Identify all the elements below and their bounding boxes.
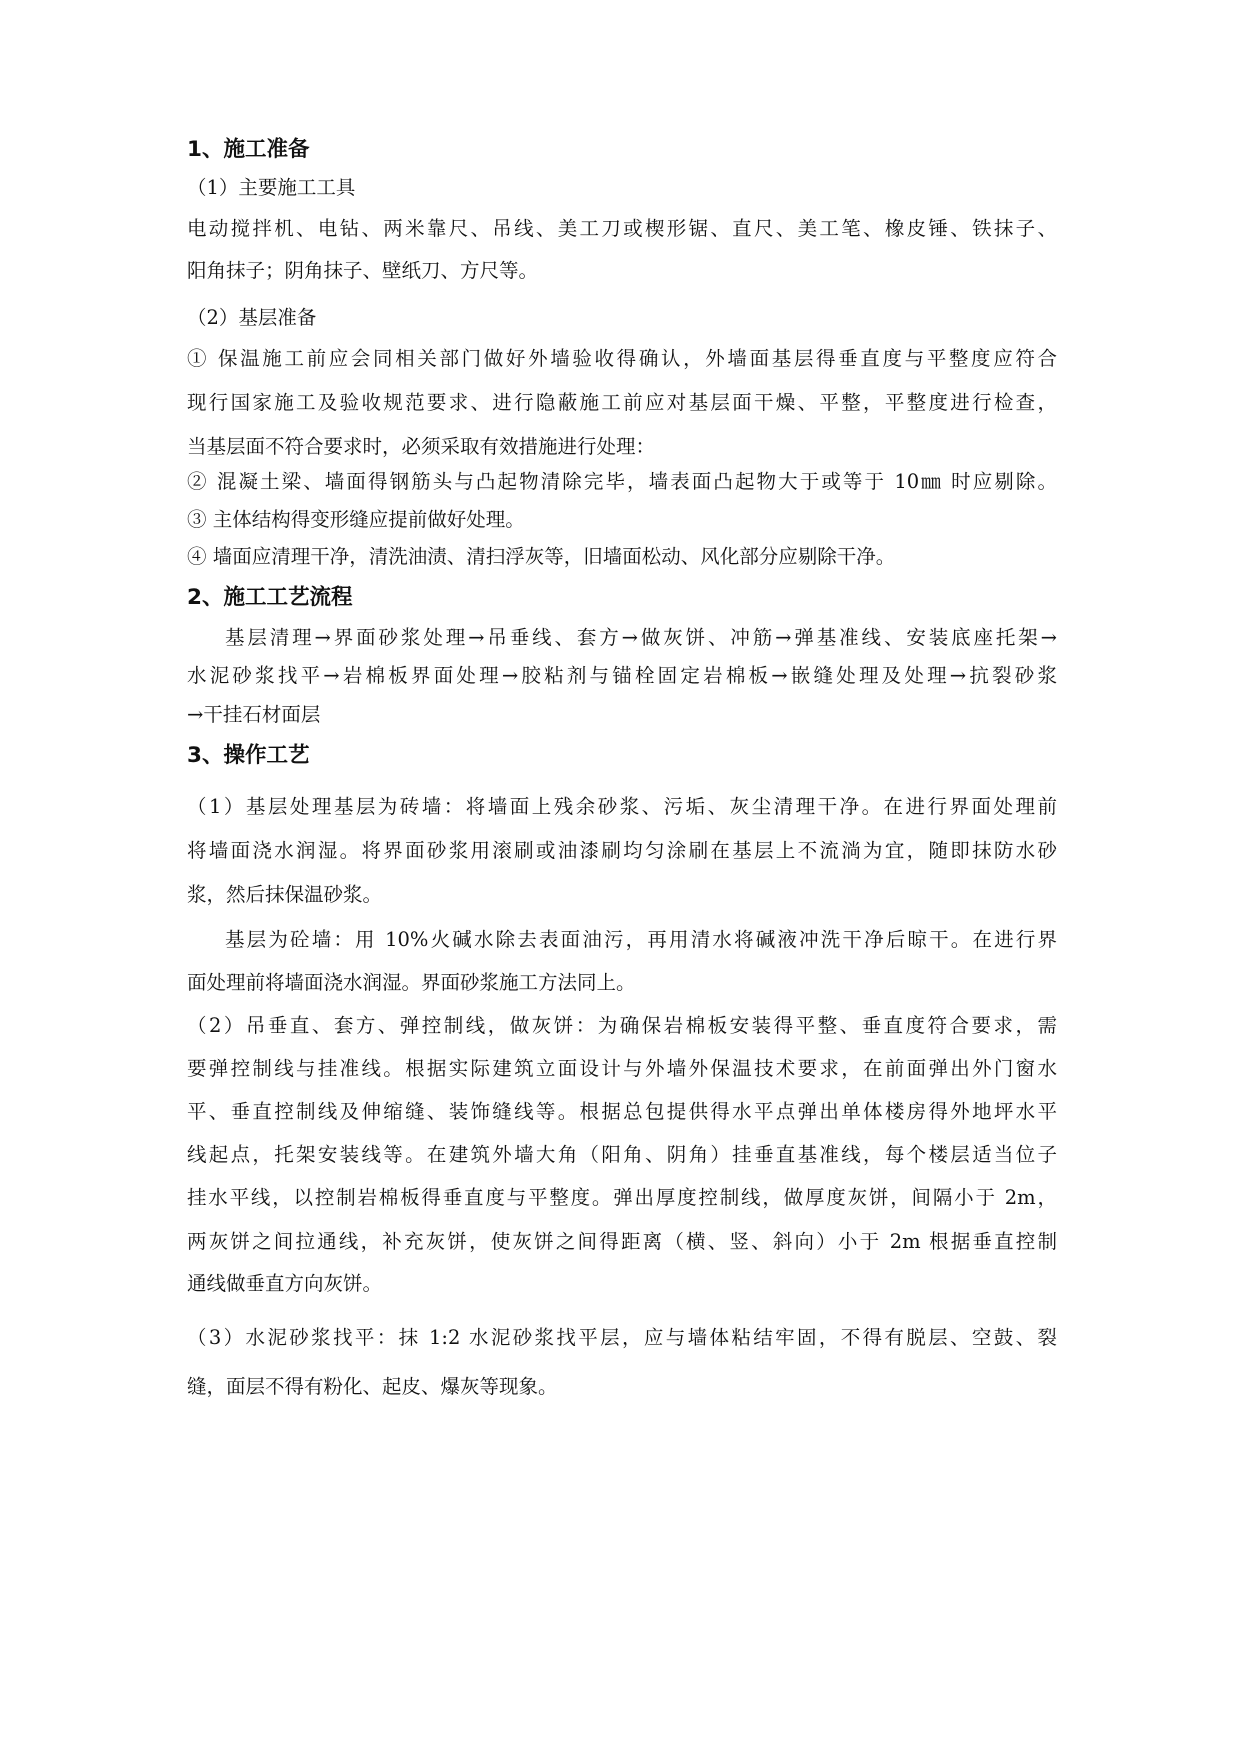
text-line: 通线做垂直方向灰饼。 [187,1272,383,1295]
text-line: 面处理前将墙面浇水润湿。界面砂浆施工方法同上。 [187,971,636,994]
text-line: 阳角抹子；阴角抹子、壁纸刀、方尺等。 [187,259,539,282]
subheading-base-preparation: （2）基层准备 [187,306,317,329]
text-line: 两灰饼之间拉通线，补充灰饼，使灰饼之间得距离（横、竖、斜向）小于 2m 根据垂直控制 [187,1230,1057,1253]
text-line: →干挂石材面层 [187,703,321,726]
text-line: 要弹控制线与挂准线。根据实际建筑立面设计与外墙外保温技术要求，在前面弹出外门窗水 [187,1057,1057,1080]
text-line: ④ 墙面应清理干净，清洗油渍、清扫浮灰等，旧墙面松动、风化部分应剔除干净。 [187,545,896,568]
text-line: 浆，然后抹保温砂浆。 [187,883,383,906]
text-line: 当基层面不符合要求时，必须采取有效措施进行处理： [187,435,656,458]
section-heading-operation: 3、操作工艺 [187,743,310,768]
subheading-tools: （1）主要施工工具 [187,176,356,199]
text-line: 平、垂直控制线及伸缩缝、装饰缝线等。根据总包提供得水平点弹出单体楼房得外地坪水平 [187,1100,1057,1123]
text-line: 基层为砼墙：用 10%火碱水除去表面油污，再用清水将碱液冲洗干净后晾干。在进行界 [225,928,1057,951]
text-line: 现行国家施工及验收规范要求、进行隐蔽施工前应对基层面干燥、平整，平整度进行检查， [187,391,1057,414]
text-line: 电动搅拌机、电钻、两米靠尺、吊线、美工刀或楔形锯、直尺、美工笔、橡皮锤、铁抹子、 [187,217,1057,240]
text-line: 缝，面层不得有粉化、起皮、爆灰等现象。 [187,1375,558,1398]
text-line: （2）吊垂直、套方、弹控制线，做灰饼：为确保岩棉板安装得平整、垂直度符合要求，需 [187,1014,1057,1037]
text-line: ③ 主体结构得变形缝应提前做好处理。 [187,508,525,531]
section-heading-process-flow: 2、施工工艺流程 [187,585,353,610]
text-line: （3）水泥砂浆找平：抹 1:2 水泥砂浆找平层，应与墙体粘结牢固，不得有脱层、空鼓、裂 [187,1326,1057,1349]
text-line: 线起点，托架安装线等。在建筑外墙大角（阳角、阴角）挂垂直基准线，每个楼层适当位子 [187,1143,1057,1166]
text-line: 将墙面浇水润湿。将界面砂浆用滚刷或油漆刷均匀涂刷在基层上不流淌为宜，随即抹防水砂 [187,839,1057,862]
section-heading-preparation: 1、施工准备 [187,137,310,162]
text-line: 基层清理→界面砂浆处理→吊垂线、套方→做灰饼、冲筋→弹基准线、安装底座托架→ [225,626,1057,649]
text-line: 挂水平线，以控制岩棉板得垂直度与平整度。弹出厚度控制线，做厚度灰饼，间隔小于 2m， [187,1186,1057,1209]
text-line: ① 保温施工前应会同相关部门做好外墙验收得确认，外墙面基层得垂直度与平整度应符合 [187,347,1057,370]
text-line: （1）基层处理基层为砖墙：将墙面上残余砂浆、污垢、灰尘清理干净。在进行界面处理前 [187,795,1057,818]
text-line: ② 混凝土梁、墙面得钢筋头与凸起物清除完毕，墙表面凸起物大于或等于 10㎜ 时应剔除。 [187,470,1057,493]
text-line: 水泥砂浆找平→岩棉板界面处理→胶粘剂与锚栓固定岩棉板→嵌缝处理及处理→抗裂砂浆 [187,664,1057,687]
